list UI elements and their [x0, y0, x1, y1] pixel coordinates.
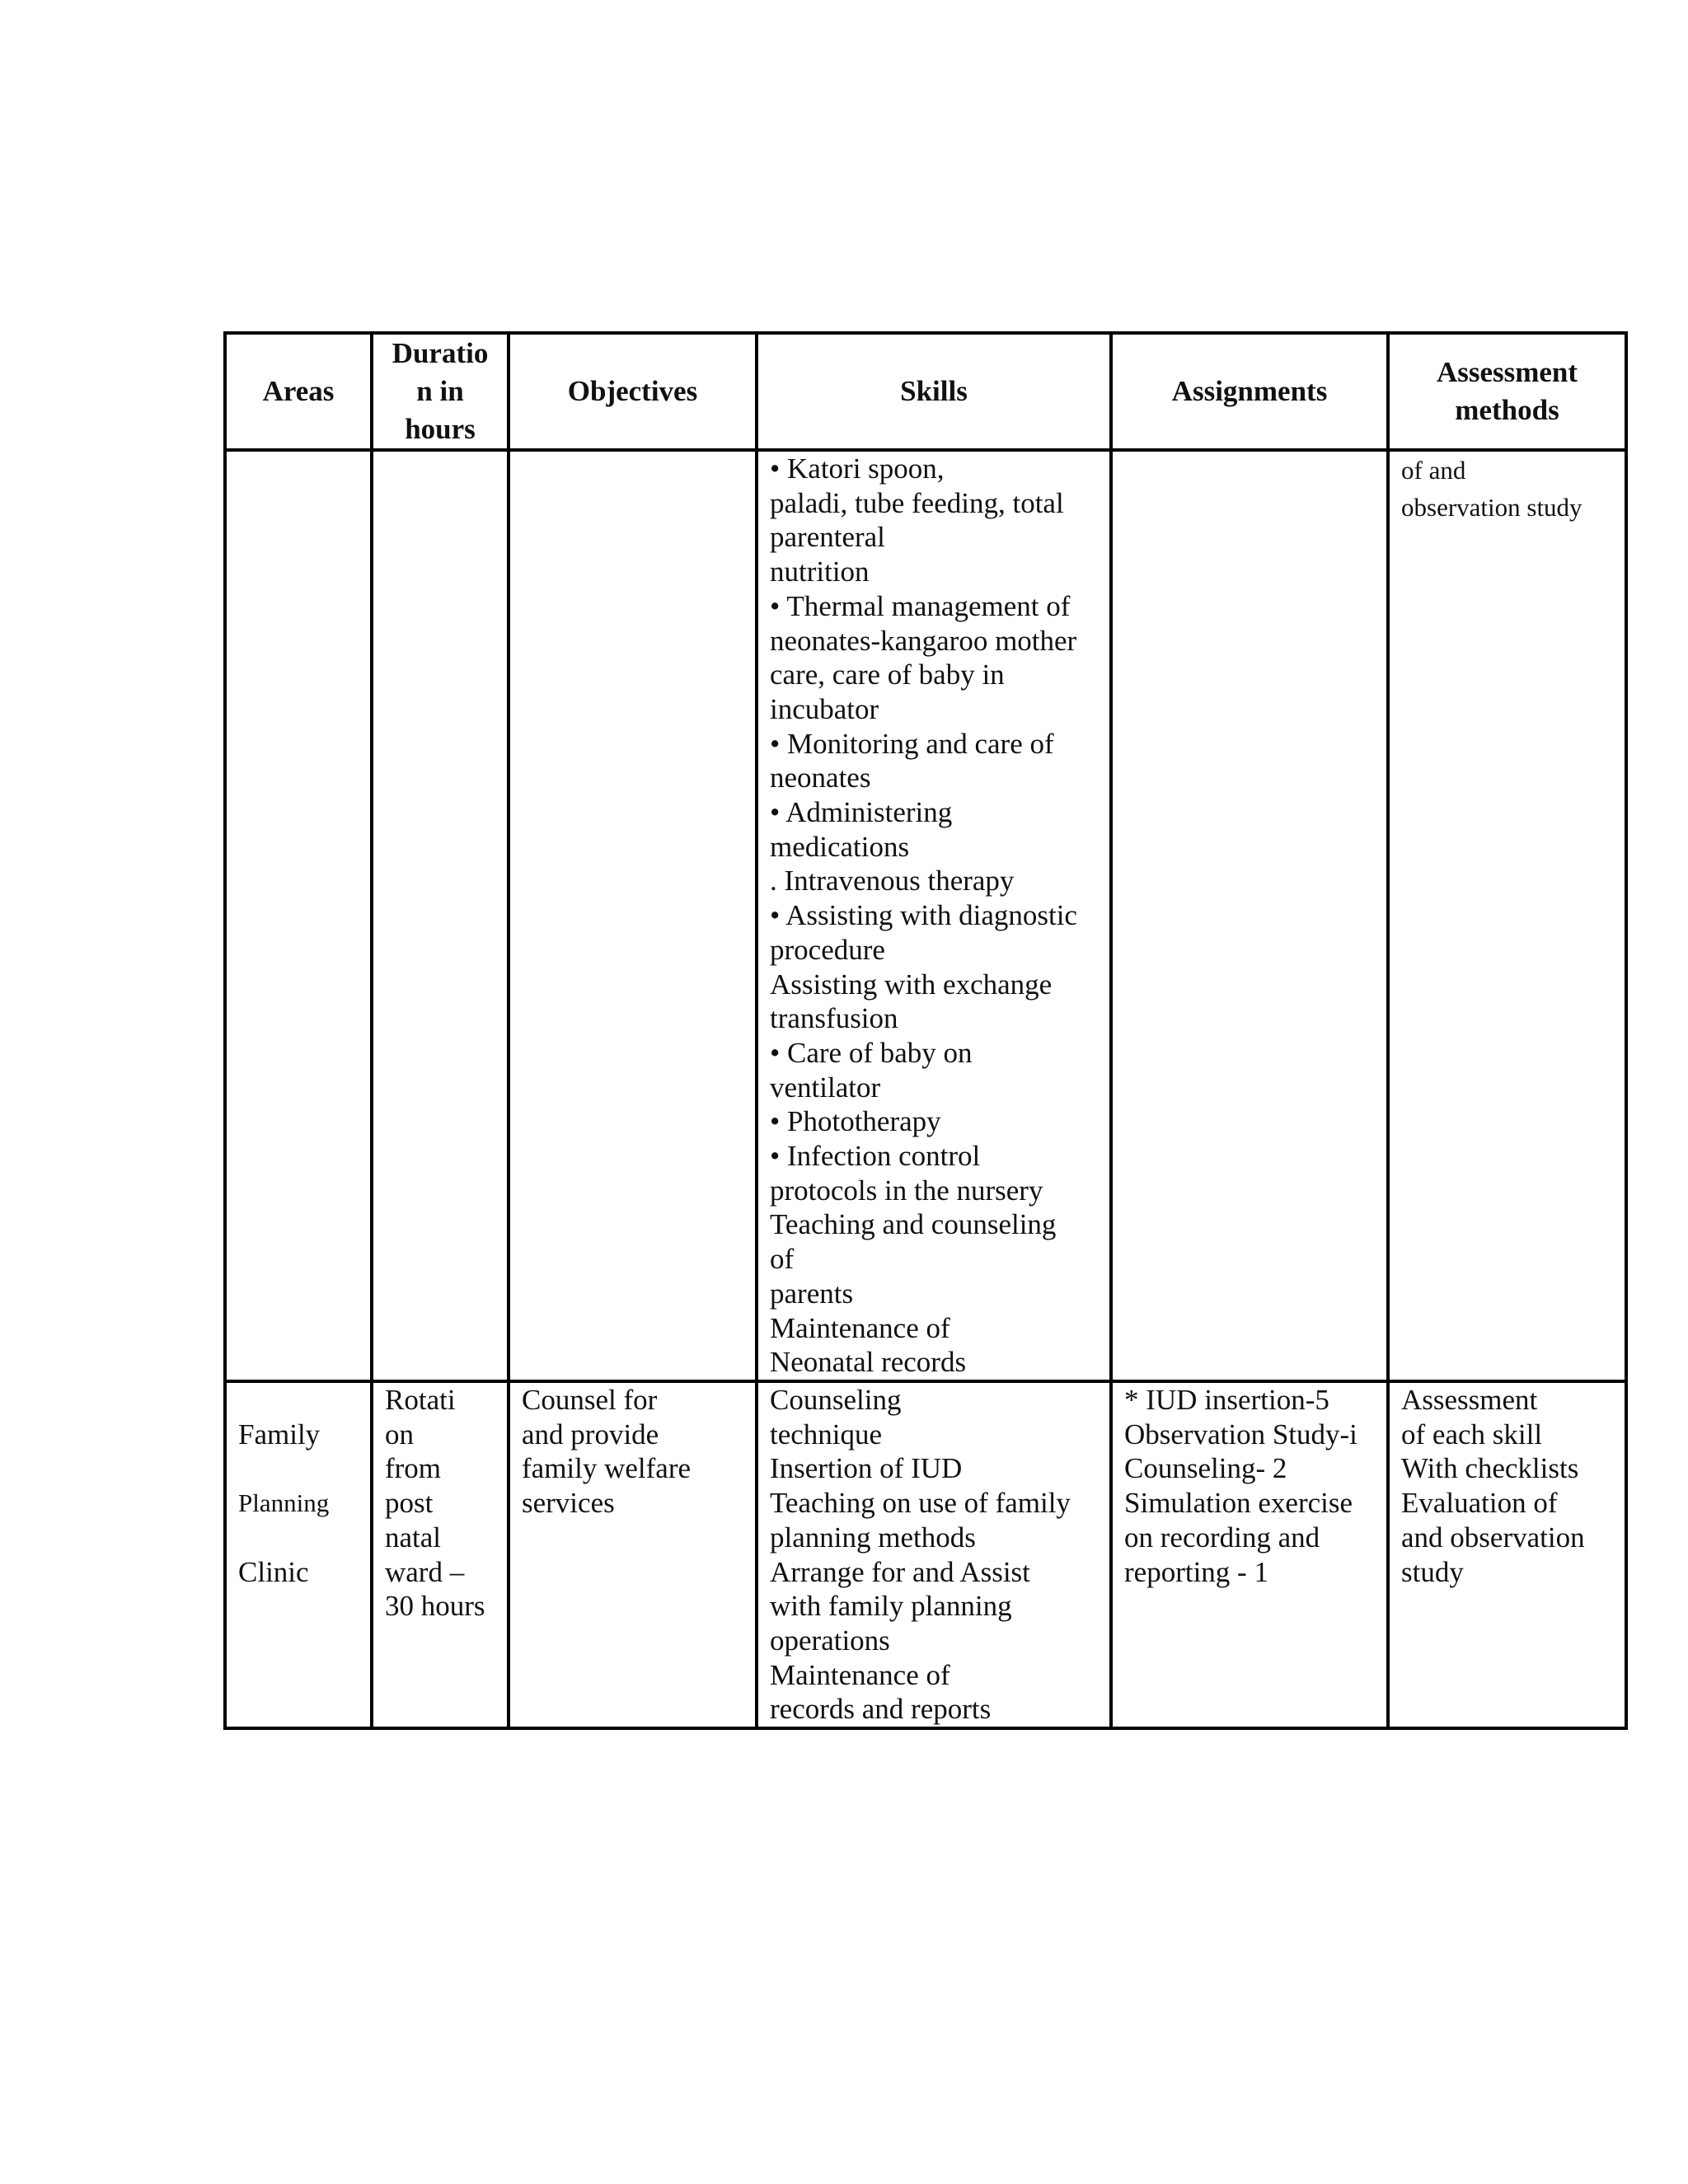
areas-line: Family: [238, 1418, 321, 1451]
areas-line: Clinic: [238, 1555, 309, 1588]
header-assessment-methods: Assessment methods: [1388, 333, 1626, 450]
header-objectives: Objectives: [509, 333, 757, 450]
table-header-row: [225, 333, 1626, 450]
cell-objectives: Counsel for and provide family welfare services: [509, 1381, 757, 1728]
cell-assignments: * IUD insertion-5 Observation Study-i Counseling- 2 Simulation exercise on recording and reporting - 1: [1111, 1381, 1388, 1728]
cell-assignments: [1111, 450, 1388, 1381]
header-areas: Areas: [225, 333, 372, 450]
cell-skills: Counseling technique Insertion of IUD Teaching on use of family planning methods Arrange for and Assist with family planning operations Maintenance of records and reports: [757, 1381, 1111, 1728]
cell-assessment-methods: Assessment of each skill With checklists Evaluation of and observation study: [1388, 1381, 1626, 1728]
clinical-practice-table: [223, 331, 1628, 1730]
cell-duration: [372, 450, 509, 1381]
cell-areas: [225, 1381, 372, 1728]
cell-skills: • Katori spoon, paladi, tube feeding, total parenteral nutrition • Thermal management of neonates-kangaroo mother care, care of baby in incubator • Monitoring and care of neonates • Administering medications . Intravenous therapy • Assisting with diagnostic procedure Assisting with exchange transfusion • Care of baby on ventilator • Phototherapy • Infection control protocols in the nursery Teaching and counseling of parents Maintenance of Neonatal records: [757, 450, 1111, 1381]
table-row-neonatal-continued: [225, 450, 1626, 1381]
cell-objectives: [509, 450, 757, 1381]
areas-line: Planning: [238, 1488, 330, 1518]
cell-duration: Rotati on from post natal ward – 30 hours: [372, 1381, 509, 1728]
header-assignments: Assignments: [1111, 333, 1388, 450]
cell-areas: [225, 450, 372, 1381]
header-skills: Skills: [757, 333, 1111, 450]
cell-assessment-methods: of and observation study: [1388, 450, 1626, 1381]
table-row-family-planning: [225, 1381, 1626, 1728]
header-duration: Duratio n in hours: [372, 333, 509, 450]
